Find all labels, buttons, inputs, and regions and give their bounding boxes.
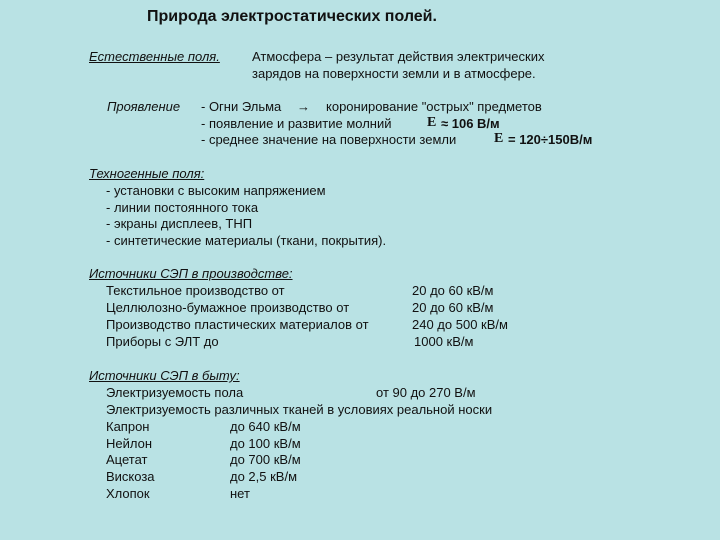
table-row-name: Вискоза [106, 469, 155, 484]
list-item: - синтетические материалы (ткани, покрытия). [106, 233, 387, 248]
table-row-value: 1000 кВ/м [414, 334, 474, 349]
household-sources-header: Источники СЭП в быту: [89, 368, 240, 383]
production-sources-header: Источники СЭП в производстве: [89, 266, 293, 281]
table-row-value: до 2,5 кВ/м [230, 469, 298, 484]
table-row-name: Приборы с ЭЛТ до [106, 334, 219, 349]
table-row-value: 240 до 500 кВ/м [412, 317, 508, 332]
table-row-value: до 100 кВ/м [230, 436, 301, 451]
earth-surface-field-value: = 120÷150В/м [508, 132, 593, 147]
field-strength-symbol: E [494, 131, 504, 146]
table-row-name: Текстильное производство от [106, 283, 285, 298]
table-row-name: Хлопок [106, 486, 150, 501]
manifestation-line1-part1: - Огни Эльма [201, 99, 282, 114]
natural-fields-text-line1: Атмосфера – результат действия электрических [252, 49, 545, 64]
natural-fields-header: Естественные поля. [89, 49, 220, 64]
fabrics-intro: Электризуемость различных тканей в условиях реальной носки [106, 402, 493, 417]
manifestation-label: Проявление [107, 99, 181, 114]
table-row-name: Ацетат [106, 452, 148, 467]
table-row-value: до 700 кВ/м [230, 452, 301, 467]
manifestation-line2-text: - появление и развитие молний [201, 116, 392, 131]
natural-fields-text-line2: зарядов на поверхности земли и в атмосфере. [252, 66, 536, 81]
arrow-icon: → [297, 99, 310, 114]
technogenic-fields-header: Техногенные поля: [89, 166, 205, 181]
list-item: - линии постоянного тока [106, 200, 259, 215]
table-row-value: 20 до 60 кВ/м [412, 283, 494, 298]
page-title: Природа электростатических полей. [147, 8, 437, 25]
field-strength-symbol: E [427, 115, 437, 130]
manifestation-line1-part2: коронирование "острых" предметов [326, 99, 542, 114]
table-row-value: нет [230, 486, 250, 501]
list-item: - установки с высоким напряжением [106, 183, 326, 198]
floor-electrification-label: Электризуемость пола [106, 385, 244, 400]
table-row-name: Капрон [106, 419, 150, 434]
table-row-name: Целлюлозно-бумажное производство от [106, 300, 350, 315]
floor-electrification-value: от 90 до 270 В/м [376, 385, 476, 400]
manifestation-line3-text: - среднее значение на поверхности земли [201, 132, 457, 147]
list-item: - экраны дисплеев, ТНП [106, 216, 253, 231]
table-row-name: Производство пластических материалов от [106, 317, 369, 332]
lightning-field-value: ≈ 106 В/м [441, 116, 500, 131]
table-row-value: 20 до 60 кВ/м [412, 300, 494, 315]
table-row-value: до 640 кВ/м [230, 419, 301, 434]
table-row-name: Нейлон [106, 436, 153, 451]
